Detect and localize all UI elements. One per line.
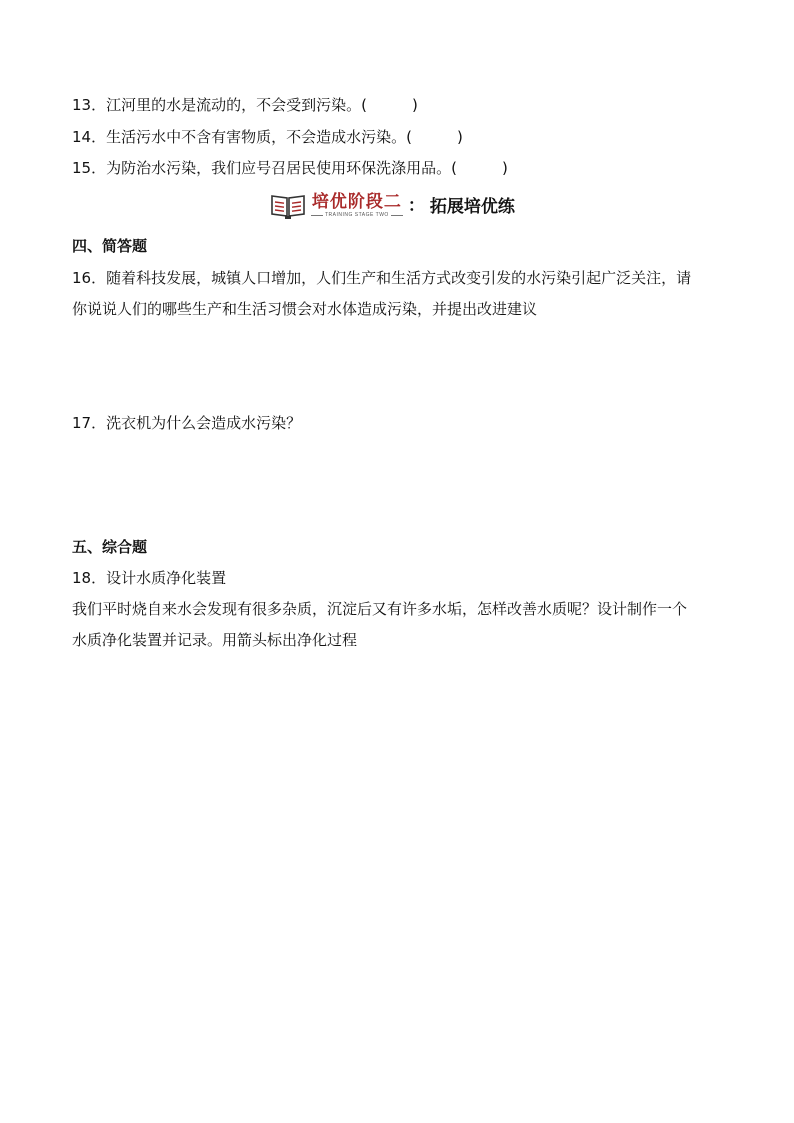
question-18-line-2: 水质净化装置并记录。用箭头标出净化过程 xyxy=(72,631,358,649)
book-icon xyxy=(270,192,306,220)
banner-left-group xyxy=(309,193,405,219)
banner-practice-title: 拓展培优练 xyxy=(429,196,515,217)
banner-colon: ： xyxy=(407,195,425,216)
question-13: 13．江河里的水是流动的，不会受到污染。( ) xyxy=(72,96,418,114)
question-18-title: 18．设计水质净化装置 xyxy=(72,569,227,587)
banner-subtitle-text: TRAINING STAGE TWO xyxy=(325,212,389,218)
banner-stage-title: 培优阶段二 xyxy=(311,192,402,212)
question-18-line-1: 我们平时烧自来水会发现有很多杂质，沉淀后又有许多水垢，怎样改善水质呢？设计制作一个 xyxy=(72,600,688,618)
banner-rule-left xyxy=(311,215,323,216)
question-17: 17．洗衣机为什么会造成水污染？ xyxy=(72,414,302,432)
section-5-heading: 五、综合题 xyxy=(72,538,148,556)
stage-banner xyxy=(270,191,515,221)
question-16-line-2: 你说说人们的哪些生产和生活习惯会对水体造成污染，并提出改进建议 xyxy=(72,300,538,318)
banner-rule-right xyxy=(391,215,403,216)
question-16-line-1: 16．随着科技发展，城镇人口增加，人们生产和生活方式改变引发的水污染引起广泛关注，请 xyxy=(72,269,692,287)
banner-subtitle xyxy=(309,212,405,219)
section-4-heading: 四、简答题 xyxy=(72,237,148,255)
question-15: 15．为防治水污染，我们应号召居民使用环保洗涤用品。( ) xyxy=(72,159,508,177)
question-14: 14．生活污水中不含有害物质，不会造成水污染。( ) xyxy=(72,128,463,146)
